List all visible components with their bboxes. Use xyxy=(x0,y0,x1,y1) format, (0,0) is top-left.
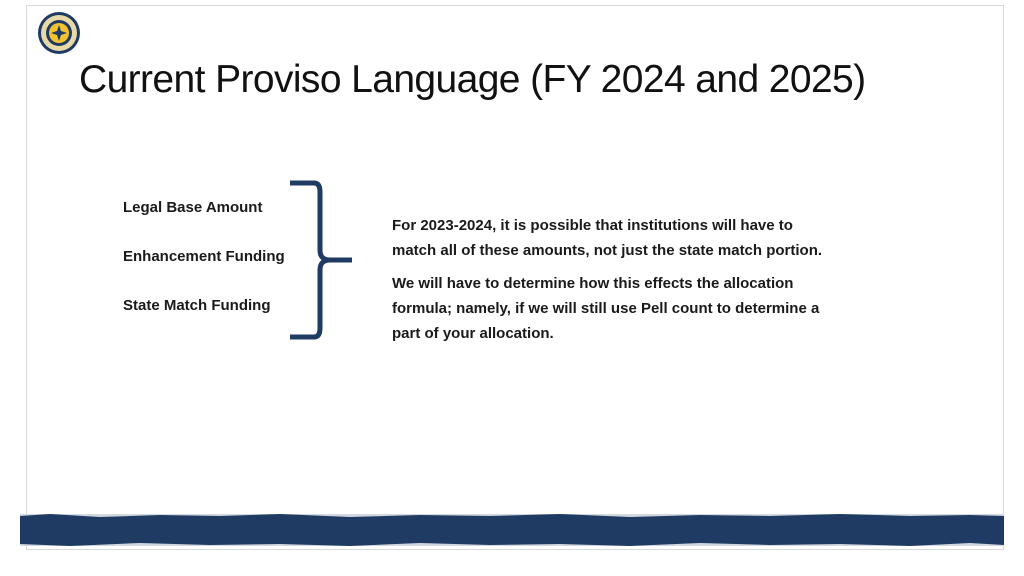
footer-band xyxy=(20,514,1004,546)
list-item-enhancement: Enhancement Funding xyxy=(123,248,285,265)
footer-band-texture xyxy=(20,514,1004,546)
paragraph-match-note xyxy=(392,213,912,263)
paragraph-line: formula; namely, if we will still use Pell count to determine a xyxy=(392,300,820,317)
right-curly-brace-icon xyxy=(286,180,356,340)
paragraph-line: part of your allocation. xyxy=(392,325,554,342)
paragraph-line: For 2023-2024, it is possible that institutions will have to xyxy=(392,217,793,234)
paragraph-line: match all of these amounts, not just the state match portion. xyxy=(392,242,823,259)
paragraph-line: We will have to determine how this effects the allocation xyxy=(392,275,794,292)
list-item-state-match: State Match Funding xyxy=(123,297,271,314)
paragraph-allocation-note xyxy=(392,271,912,346)
page-title: Current Proviso Language (FY 2024 and 2025) xyxy=(79,58,866,101)
state-seal-icon xyxy=(37,11,81,55)
list-item-legal-base: Legal Base Amount xyxy=(123,199,263,216)
